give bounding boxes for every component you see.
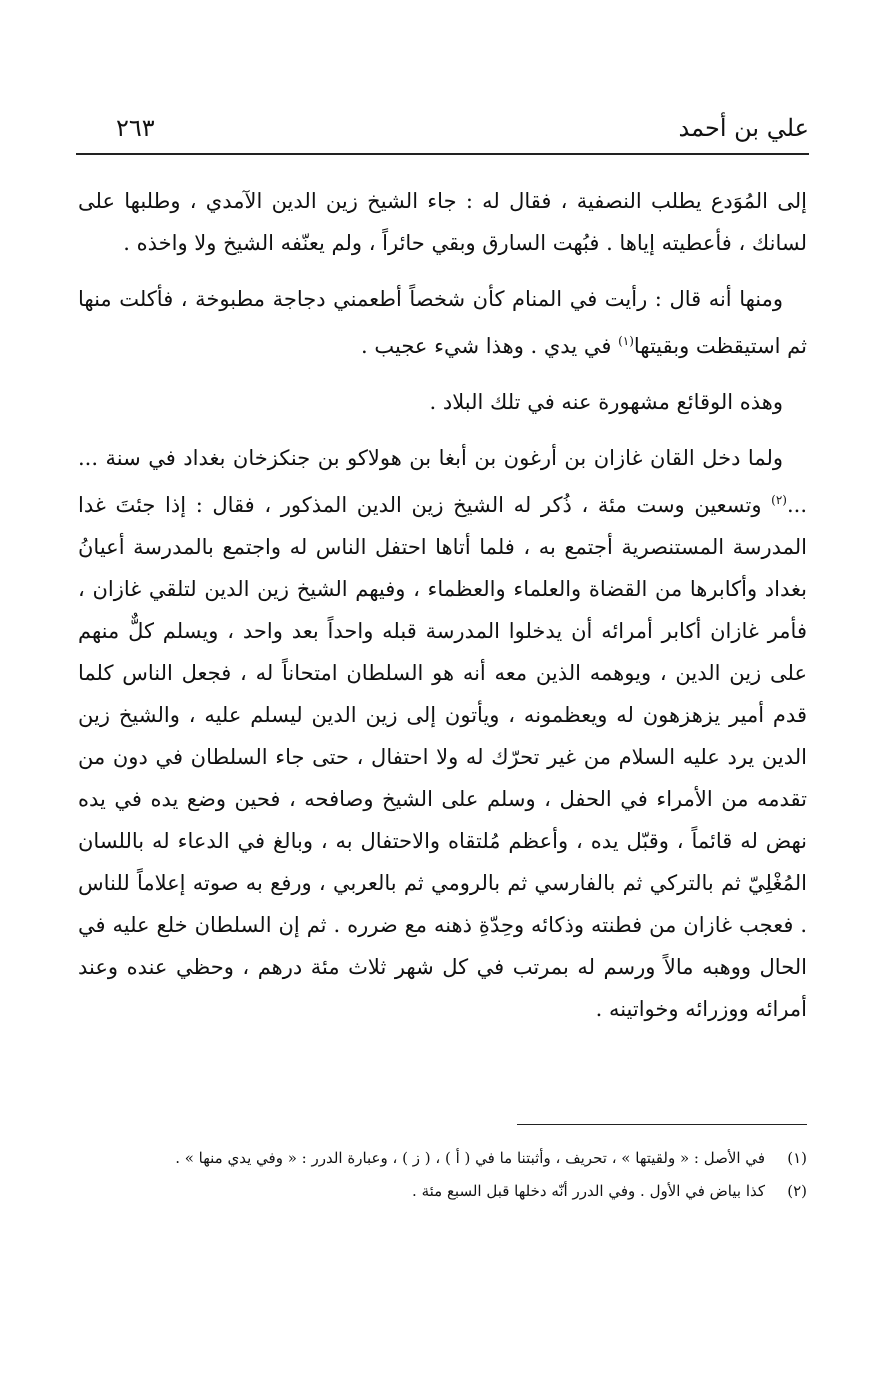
footnote-text: في الأصل : « ولقيتها » ، تحريف ، وأثبتنا ما في ( أ ) ، ( ز ) ، وعبارة الدرر : « وفي يدي منها » . (175, 1149, 765, 1167)
paragraph-3: وهذه الوقائع مشهورة عنه في تلك البلاد . (429, 390, 783, 414)
footnotes (78, 1142, 807, 1208)
paragraph-4-tail: وتسعين وست مئة ، ذُكر له الشيخ زين الدين المذكور ، فقال : إذا جئتَ غدا المدرسة المستنصرية أجتمع به ، فلما أتاها احتفل الناس له واجتمع بالمدرسة أعيانُ بغداد وأكابرها من القضاة والعلماء والعظماء ، وفيهم الشيخ زين الدين لتلقي غازان ، فأمر غازان أكابر أمرائه أن يدخلوا المدرسة قبله واحداً بعد واحد ، ويسلم كلٌّ منهم على زين الدين ، ويوهمه الذين معه أنه هو السلطان امتحاناً له ، فجعل الناس كلما قدم أمير يزهزهون له ويعظمونه ، ويأتون إلى زين الدين ليسلم عليه ، والشيخ زين الدين يرد عليه السلام من غير تحرّك له ولا احتفال ، حتى جاء السلطان في دون من تقدمه من الأمراء في الحفل ، وسلم على الشيخ وصافحه ، فحين وضع يده في يده نهض له قائماً ، وقبّل يده ، وأعظم مُلتقاه والاحتفال به ، وبالغ في الدعاء له باللسان المُغْلِيّ ثم بالتركي ثم بالفارسي ثم بالرومي ثم بالعربي ، ورفع به صوته إعلاماً للناس . فعجب غازان من فطنته وذكائه وحِدّةِ ذهنه مع ضرره . ثم إن السلطان خلع عليه في الحال ووهبه مالاً ورسم له بمرتب في كل شهر ثلاث مئة درهم ، وحظي عنده وعند أمرائه ووزرائه وخواتينه . (78, 493, 807, 1021)
header-title: علي بن أحمد (678, 114, 809, 142)
running-header (76, 114, 809, 150)
paragraph-2-text: ومنها أنه قال : رأيت في المنام كأن شخصاً أطعمني دجاجة مطبوخة ، فأكلت منها ثم استيقظت وبقيتها (78, 287, 807, 358)
footnote-marker-2: (٢) (771, 493, 787, 507)
paragraph-2 (78, 278, 807, 367)
footnote-number: (١) (787, 1149, 807, 1167)
footnote-1 (78, 1142, 807, 1175)
paragraph-2-tail: في يدي . وهذا شيء عجيب . (361, 334, 619, 358)
footnote-text: كذا بياض في الأول . وفي الدرر أنّه دخلها قبل السبع مئة . (412, 1182, 765, 1200)
header-divider (76, 153, 809, 155)
paragraph-1: إلى المُوَدع يطلب النصفية ، فقال له : جاء الشيخ زين الدين الآمدي ، وطلبها على لسانك ، فأعطيته إياها . فبُهت السارق وبقي حائراً ، ولم يعنّفه الشيخ ولا واخذه . (78, 189, 807, 255)
main-text (78, 180, 807, 1044)
page-number: ٢٦٣ (116, 114, 155, 142)
paragraph-4 (78, 437, 807, 1030)
footnote-2 (78, 1175, 807, 1208)
footnote-marker-1: (١) (618, 334, 634, 348)
paragraph-4-text: ولما دخل القان غازان بن أرغون بن أبغا بن هولاكو بن جنكزخان بغداد في سنة ... ... (78, 446, 807, 517)
footnote-divider (517, 1124, 807, 1125)
footnote-number: (٢) (787, 1182, 807, 1200)
